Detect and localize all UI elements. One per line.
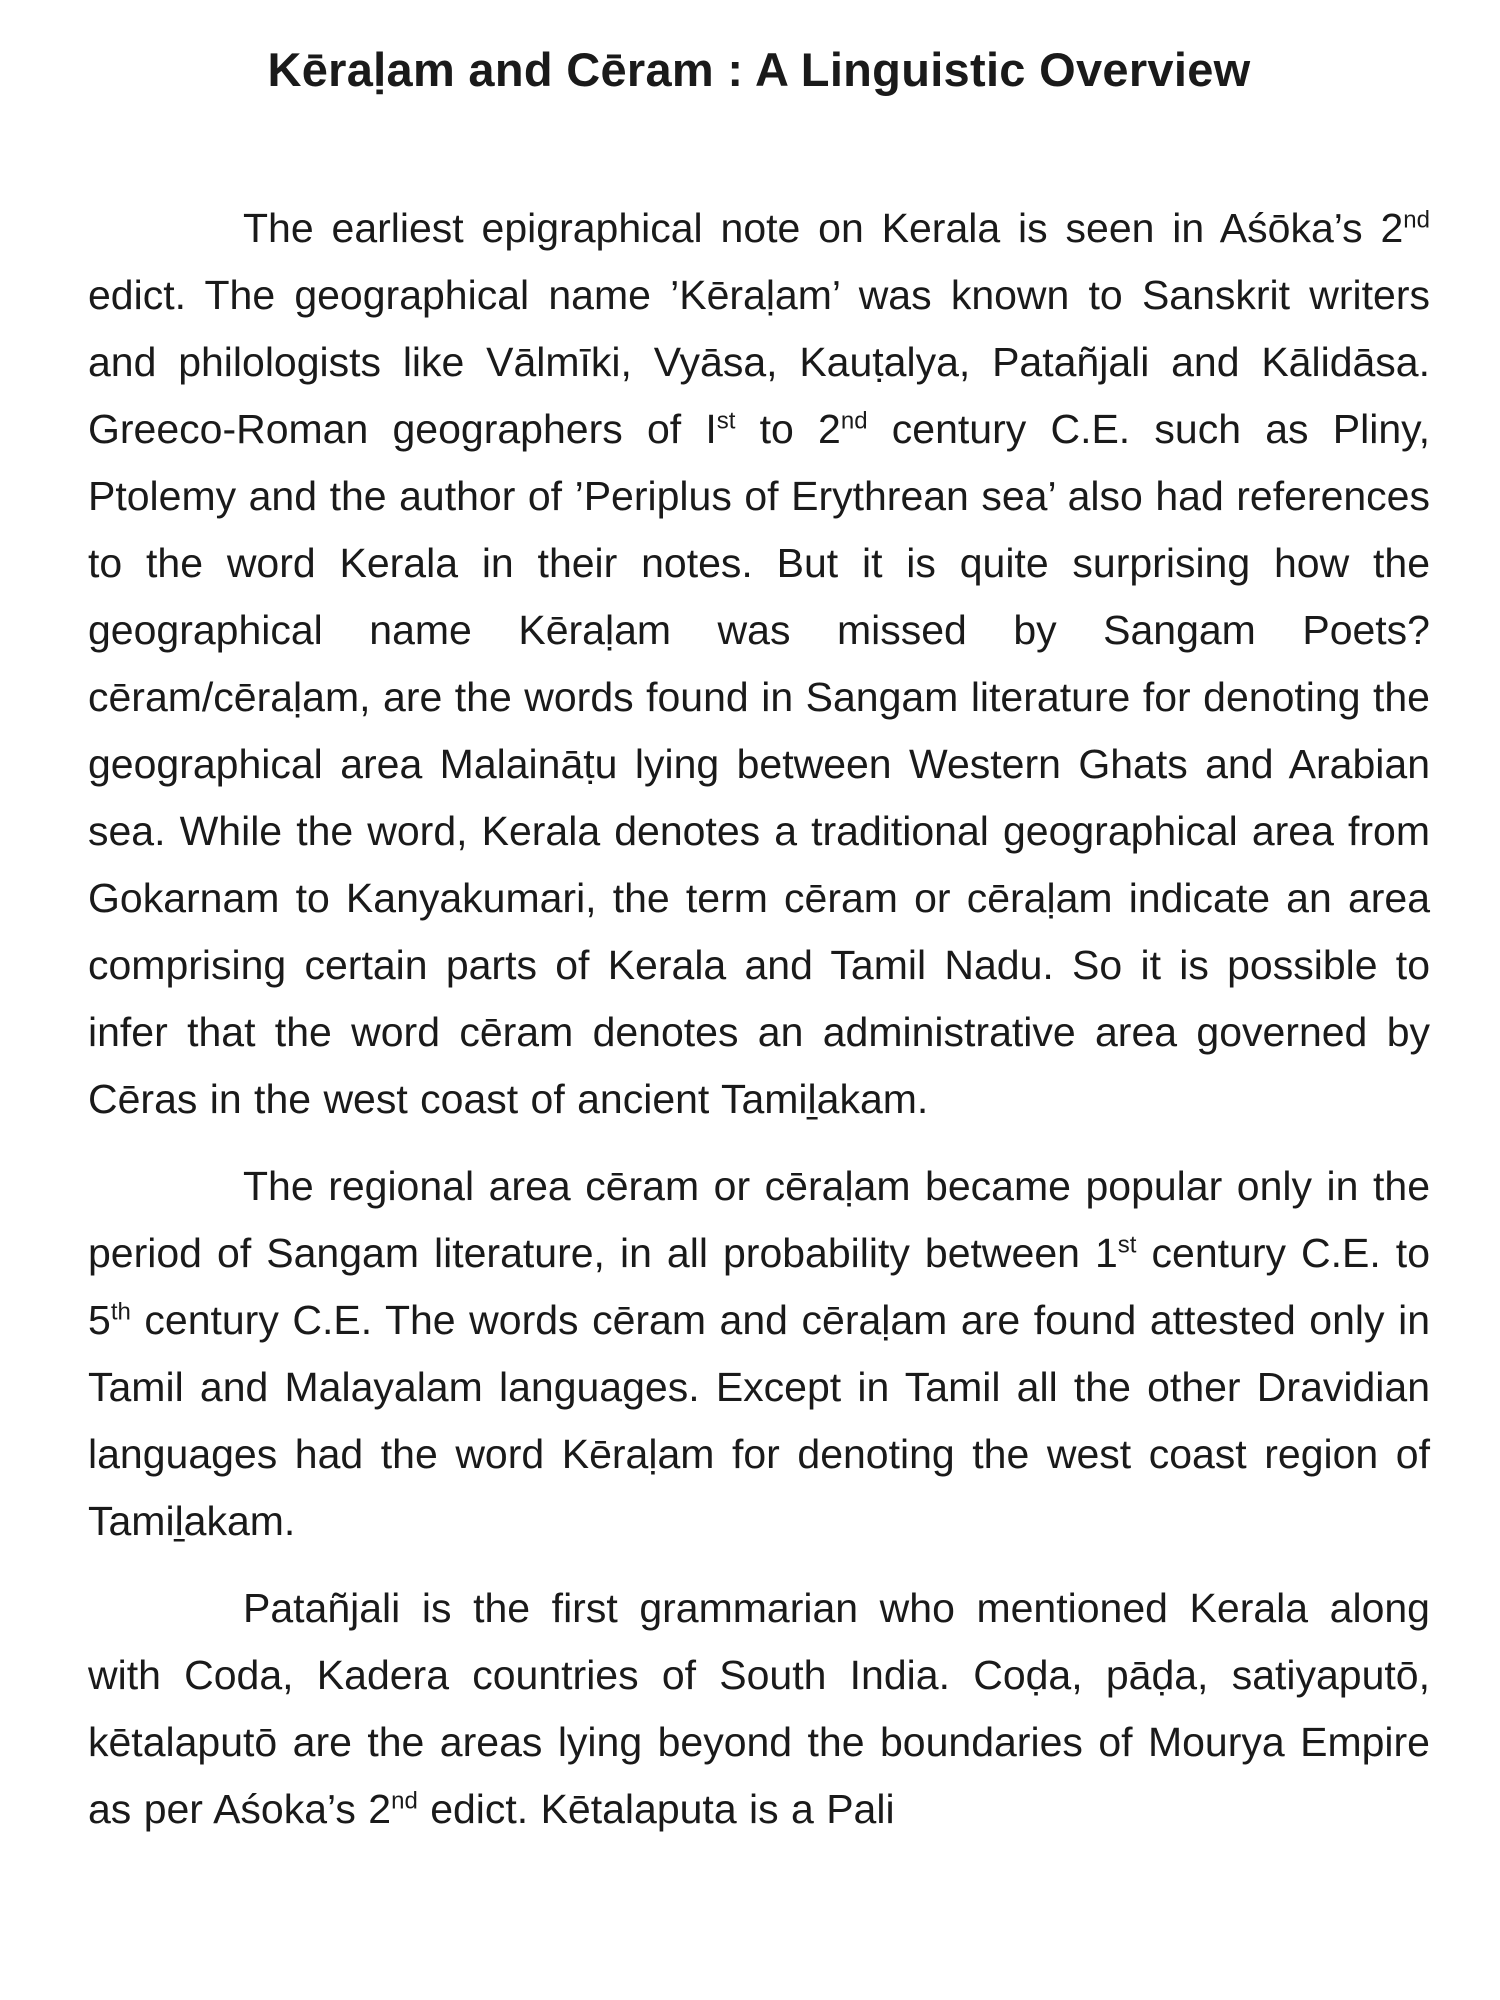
paragraph-1 <box>88 195 1430 1133</box>
p3-superscript-1: nd <box>391 1787 418 1815</box>
p1-text-b: edict. The geographical name ’Kēraḷam’ was known to Sanskrit writers and philologists like Vālmīki, Vyāsa, Kauṭalya, Patañjali and Kālidāsa. Greeco-Roman geographers of I <box>88 272 1430 452</box>
p3-text-a: Patañjali is the first grammarian who mentioned Kerala along with Coda, Kadera countries of South India. Coḍa, pāḍa, satiyaputō, kētalaputō are the areas lying beyond the boundaries of Mourya Empire as per Aśoka’s 2 <box>88 1585 1430 1832</box>
paragraph-3 <box>88 1575 1430 1843</box>
p1-superscript-1: nd <box>1403 206 1430 234</box>
document-page <box>88 40 1430 1863</box>
p3-text-b: edict. Kētalaputa is a Pali <box>417 1786 895 1832</box>
p1-text-d: century C.E. such as Pliny, Ptolemy and the author of ’Periplus of Erythrean sea’ also had references to the word Kerala in their notes. But it is quite surprising how the geographical name Kēraḷam was missed by Sangam Poets? cēram/cēraḷam, are the words found in Sangam literature for denoting the geographical area Malaināṭu lying between Western Ghats and Arabian sea. While the word, Kerala denotes a traditional geographical area from Gokarnam to Kanyakumari, the term cēram or cēraḷam indicate an area comprising certain parts of Kerala and Tamil Nadu. So it is possible to infer that the word cēram denotes an administrative area governed by Cēras in the west coast of ancient Tamiḻakam. <box>88 406 1430 1122</box>
p2-text-b: century C.E. to 5 <box>88 1230 1430 1343</box>
p1-superscript-2: st <box>716 407 736 435</box>
p1-superscript-3: nd <box>840 407 868 435</box>
p2-superscript-1: st <box>1117 1231 1137 1259</box>
document-title: Kēraḷam and Cēram : A Linguistic Overview <box>267 43 1251 96</box>
p1-text-c: to 2 <box>735 406 841 452</box>
p2-superscript-2: th <box>110 1298 131 1326</box>
p2-text-a: The regional area cēram or cēraḷam became popular only in the period of Sangam literature, in all probability between 1 <box>88 1163 1430 1276</box>
p2-text-c: century C.E. The words cēram and cēraḷam are found attested only in Tamil and Malayalam languages. Except in Tamil all the other Dravidian languages had the word Kēraḷam for denoting the west coast region of Tamiḻakam. <box>88 1297 1430 1544</box>
paragraph-2 <box>88 1153 1430 1555</box>
p1-text-a: The earliest epigraphical note on Kerala is seen in Aśōka’s 2 <box>243 205 1404 251</box>
